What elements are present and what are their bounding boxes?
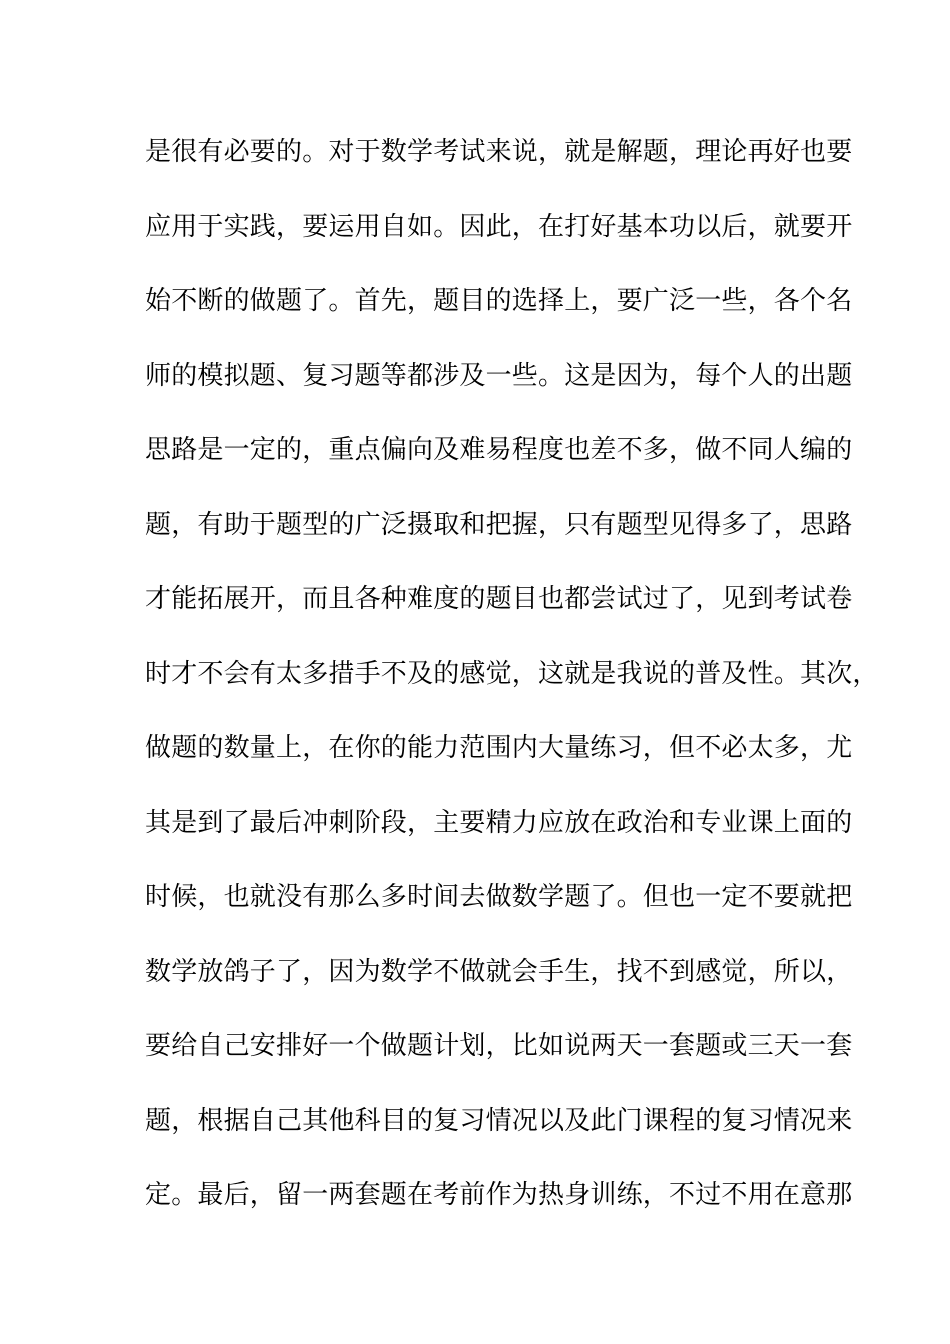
body-paragraph [145,130,879,1248]
text-line: 其是到了最后冲刺阶段，主要精力应放在政治和专业课上面的 [145,807,853,838]
text-line: 要给自己安排好一个做题计划，比如说两天一套题或三天一套 [145,1031,853,1061]
text-line: 始不断的做题了。首先，题目的选择上，要广泛一些，各个名 [145,286,853,316]
text-line: 师的模拟题、复习题等都涉及一些。这是因为，每个人的出题 [145,360,853,391]
text-line: 定。最后，留一两套题在考前作为热身训练，不过不用在意那 [145,1180,853,1210]
text-line: 是很有必要的。对于数学考试来说，就是解题，理论再好也要 [145,137,853,167]
text-line: 应用于实践，要运用自如。因此，在打好基本功以后，就要开 [145,211,853,242]
text-line: 才能拓展开，而且各种难度的题目也都尝试过了，见到考试卷 [145,584,853,614]
text-line: 时才不会有太多措手不及的感觉，这就是我说的普及性。其次， [145,658,879,689]
text-line: 思路是一定的，重点偏向及难易程度也差不多，做不同人编的 [145,435,853,465]
text-line: 数学放鸽子了，因为数学不做就会手生，找不到感觉，所以， [145,956,853,987]
text-line: 题，有助于题型的广泛摄取和把握，只有题型见得多了，思路 [145,509,853,540]
text-line: 题，根据自己其他科目的复习情况以及此门课程的复习情况来 [145,1105,853,1136]
text-line: 做题的数量上，在你的能力范围内大量练习，但不必太多，尤 [145,733,853,763]
text-line: 时候，也就没有那么多时间去做数学题了。但也一定不要就把 [145,882,853,912]
